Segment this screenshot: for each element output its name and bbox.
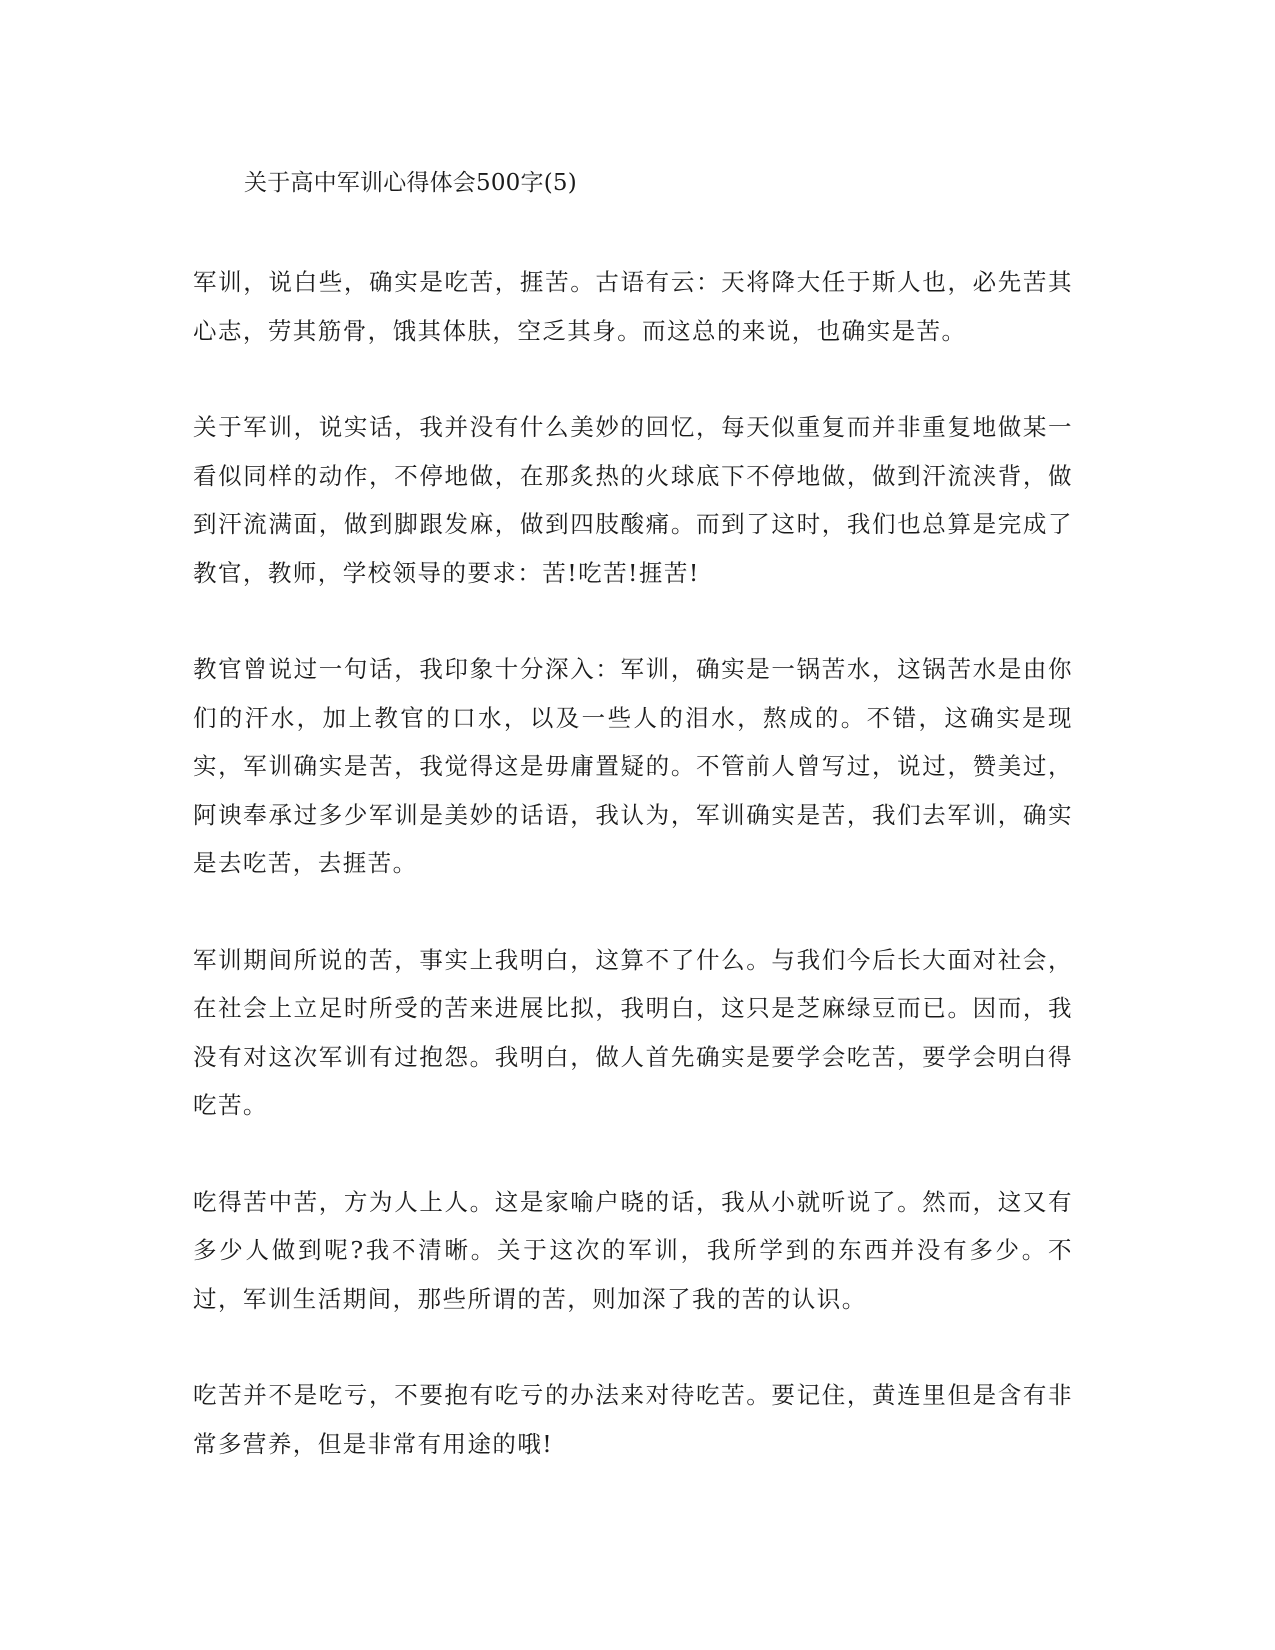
- paragraph: 关于军训，说实话，我并没有什么美妙的回忆，每天似重复而并非重复地做某一看似同样的动作，不停地做，在那炙热的火球底下不停地做，做到汗流浃背，做到汗流满面，做到脚跟发麻，做到四肢酸痛。而到了这时，我们也总算是完成了教官，教师，学校领导的要求：苦!吃苦!捱苦!: [193, 413, 1073, 587]
- paragraph: 吃苦并不是吃亏，不要抱有吃亏的办法来对待吃苦。要记住，黄连里但是含有非常多营养，但是非常有用途的哦!: [193, 1381, 1073, 1458]
- paragraph: 军训，说白些，确实是吃苦，捱苦。古语有云：天将降大任于斯人也，必先苦其心志，劳其筋骨，饿其体肤，空乏其身。而这总的来说，也确实是苦。: [193, 268, 1073, 345]
- paragraph: 教官曾说过一句话，我印象十分深入：军训，确实是一锅苦水，这锅苦水是由你们的汗水，加上教官的口水，以及一些人的泪水，熬成的。不错，这确实是现实，军训确实是苦，我觉得这是毋庸置疑的。不管前人曾写过，说过，赞美过，阿谀奉承过多少军训是美妙的话语，我认为，军训确实是苦，我们去军训，确实是去吃苦，去捱苦。: [193, 655, 1073, 877]
- paragraph: 吃得苦中苦，方为人上人。这是家喻户晓的话，我从小就听说了。然而，这又有多少人做到呢?我不清晰。关于这次的军训，我所学到的东西并没有多少。不过，军训生活期间，那些所谓的苦，则加深了我的苦的认识。: [193, 1187, 1073, 1313]
- document-title: 关于高中军训心得体会500字(5): [244, 170, 577, 196]
- document-body: [193, 258, 1073, 1468]
- paragraph: 军训期间所说的苦，事实上我明白，这算不了什么。与我们今后长大面对社会，在社会上立足时所受的苦来进展比拟，我明白，这只是芝麻绿豆而已。因而，我没有对这次军训有过抱怨。我明白，做人首先确实是要学会吃苦，要学会明白得吃苦。: [193, 945, 1073, 1119]
